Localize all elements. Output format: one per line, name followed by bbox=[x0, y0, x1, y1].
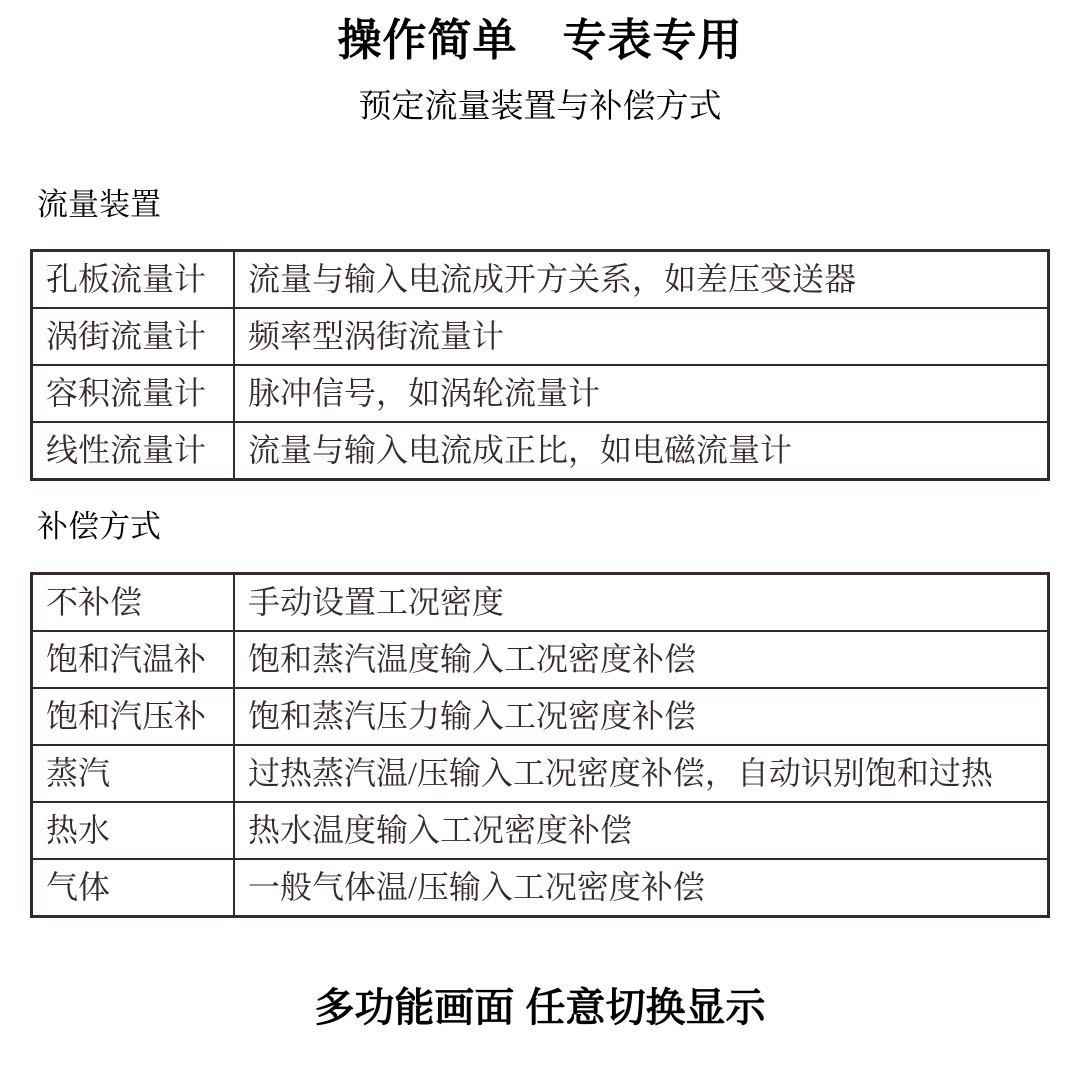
row-label-cell: 不补偿 bbox=[32, 574, 235, 632]
row-desc-cell: 脉冲信号，如涡轮流量计 bbox=[234, 365, 1049, 422]
footer-title: 多功能画面 任意切换显示 bbox=[314, 986, 766, 1030]
row-label-cell: 涡街流量计 bbox=[32, 308, 235, 365]
row-label-cell: 容积流量计 bbox=[32, 365, 235, 422]
row-label-cell: 热水 bbox=[32, 802, 235, 859]
row-desc-cell: 一般气体温/压输入工况密度补偿 bbox=[234, 859, 1049, 917]
row-label-cell: 饱和汽温补 bbox=[32, 631, 235, 688]
table-row bbox=[32, 251, 1049, 309]
row-label-cell: 孔板流量计 bbox=[32, 251, 235, 309]
table-row bbox=[32, 631, 1049, 688]
section-heading-compensation: 补偿方式 bbox=[37, 509, 161, 544]
row-label-cell: 蒸汽 bbox=[32, 745, 235, 802]
row-desc-cell: 流量与输入电流成正比，如电磁流量计 bbox=[234, 422, 1049, 480]
table-row bbox=[32, 308, 1049, 365]
row-label-cell: 气体 bbox=[32, 859, 235, 917]
row-desc-cell: 频率型涡街流量计 bbox=[234, 308, 1049, 365]
flow-device-table bbox=[30, 249, 1050, 481]
table-row bbox=[32, 365, 1049, 422]
table-row bbox=[32, 688, 1049, 745]
row-desc-cell: 过热蒸汽温/压输入工况密度补偿，自动识别饱和过热 bbox=[234, 745, 1049, 802]
row-label-cell: 线性流量计 bbox=[32, 422, 235, 480]
row-desc-cell: 手动设置工况密度 bbox=[234, 574, 1049, 632]
row-desc-cell: 饱和蒸汽温度输入工况密度补偿 bbox=[234, 631, 1049, 688]
table-row bbox=[32, 802, 1049, 859]
table-row bbox=[32, 574, 1049, 632]
table-row bbox=[32, 745, 1049, 802]
row-desc-cell: 饱和蒸汽压力输入工况密度补偿 bbox=[234, 688, 1049, 745]
table-row bbox=[32, 859, 1049, 917]
row-desc-cell: 流量与输入电流成开方关系，如差压变送器 bbox=[234, 251, 1049, 309]
row-desc-cell: 热水温度输入工况密度补偿 bbox=[234, 802, 1049, 859]
row-label-cell: 饱和汽压补 bbox=[32, 688, 235, 745]
section-heading-flow-device: 流量装置 bbox=[37, 187, 161, 222]
table-row bbox=[32, 422, 1049, 480]
compensation-table bbox=[30, 572, 1050, 918]
page-subtitle: 预定流量装置与补偿方式 bbox=[358, 86, 722, 124]
page-title: 操作简单 专表专用 bbox=[337, 16, 743, 65]
